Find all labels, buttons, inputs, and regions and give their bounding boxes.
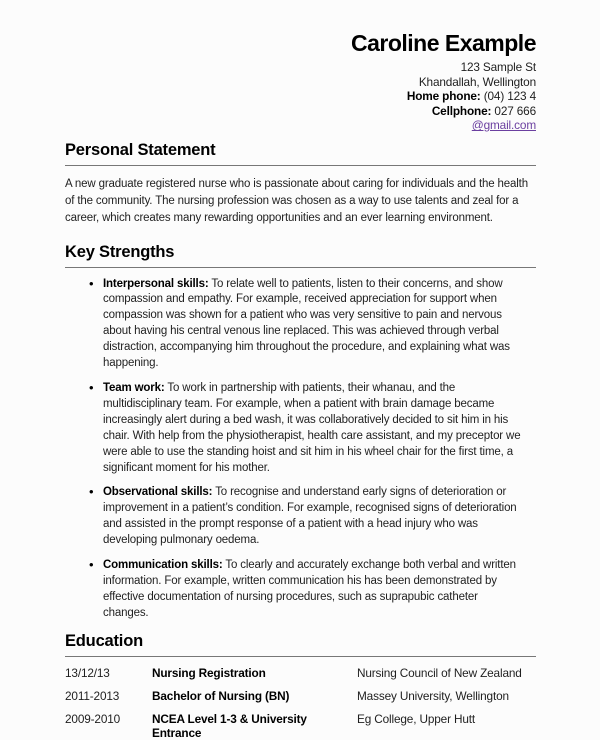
- education-qualification: Nursing Registration: [152, 665, 266, 680]
- strength-item-communication: [65, 558, 536, 622]
- cellphone-value: 027 666: [494, 103, 536, 118]
- strength-label: Interpersonal skills:: [103, 277, 209, 290]
- education-qualification: NCEA Level 1-3 & University Entrance: [152, 711, 307, 740]
- strength-text: To relate well to patients, listen to their concerns, and show compassion and empathy. For example, received appreciation for support when compassion was shown for a patient who was very sensitive to pain and nervous about having his central venous line replaced. This was achieved through verbal distraction, accompanying him throughout the procedure, and explaining what was happening.: [103, 277, 510, 370]
- address-line-2: Khandallah, Wellington: [418, 74, 536, 89]
- cellphone-line: [65, 104, 536, 119]
- strength-label: Communication skills:: [103, 559, 223, 572]
- key-strengths-section: [65, 242, 536, 622]
- strength-label: Team work:: [103, 382, 165, 395]
- personal-statement-section: [65, 140, 536, 228]
- home-phone-value: (04) 123 4: [483, 89, 536, 104]
- education-institution: Massey University, Wellington: [357, 688, 509, 703]
- education-date: 2011-2013: [65, 688, 120, 703]
- home-phone-line: [65, 89, 536, 104]
- strength-item-interpersonal: [65, 277, 536, 372]
- education-institution: Eg College, Upper Hutt: [357, 711, 476, 726]
- personal-statement-text: A new graduate registered nurse who is passionate about caring for individuals and the health of the community. The nursing profession was chosen as a way to use talents and zeal for a career, which creates many rewarding opportunities and an ever learning environment.: [65, 177, 528, 225]
- key-strengths-title: Key Strengths: [65, 242, 536, 268]
- address-line-1: 123 Sample St: [460, 60, 536, 74]
- strength-text: To recognise and understand early signs of deterioration or improvement in a patient’s condition. For example, recognised signs of deterioration and assisted in the prompt response of a patient with a head injury who was developing pulmonary oedema.: [103, 486, 517, 547]
- cellphone-label: Cellphone:: [431, 103, 492, 118]
- email-link[interactable]: @gmail.com: [471, 118, 536, 133]
- person-name: Caroline Example: [350, 30, 536, 56]
- contact-header: [65, 30, 536, 133]
- strength-text: To work in partnership with patients, their whanau, and the multidisciplinary team. For example, when a patient with brain damage became increasingly alert during a bed wash, it was collaboratively decided to sit him in his chair. With help from the physiotherapist, health care assistant, and my preceptor we were able to use the standing hoist and sit him in his wheel chair for the first time, a significant moment for his mother.: [103, 382, 521, 474]
- strength-item-observational: [65, 485, 536, 549]
- strength-item-teamwork: [65, 381, 536, 476]
- key-strengths-list: [65, 277, 536, 622]
- education-table: [65, 666, 536, 740]
- education-title: Education: [65, 631, 536, 657]
- strength-text: To clearly and accurately exchange both verbal and written information. For example, written communication his has been demonstrated by effective documentation of nursing procedures, such as suprapubic catheter changes.: [103, 559, 516, 619]
- email-line: [65, 118, 536, 133]
- education-qualification: Bachelor of Nursing (BN): [152, 688, 290, 703]
- education-institution: Nursing Council of New Zealand: [357, 665, 522, 680]
- education-date: 13/12/13: [65, 665, 110, 680]
- home-phone-label: Home phone:: [406, 89, 481, 104]
- personal-statement-title: Personal Statement: [65, 140, 536, 166]
- education-section: [65, 631, 536, 740]
- strength-label: Observational skills:: [103, 486, 213, 499]
- education-date: 2009-2010: [65, 711, 121, 726]
